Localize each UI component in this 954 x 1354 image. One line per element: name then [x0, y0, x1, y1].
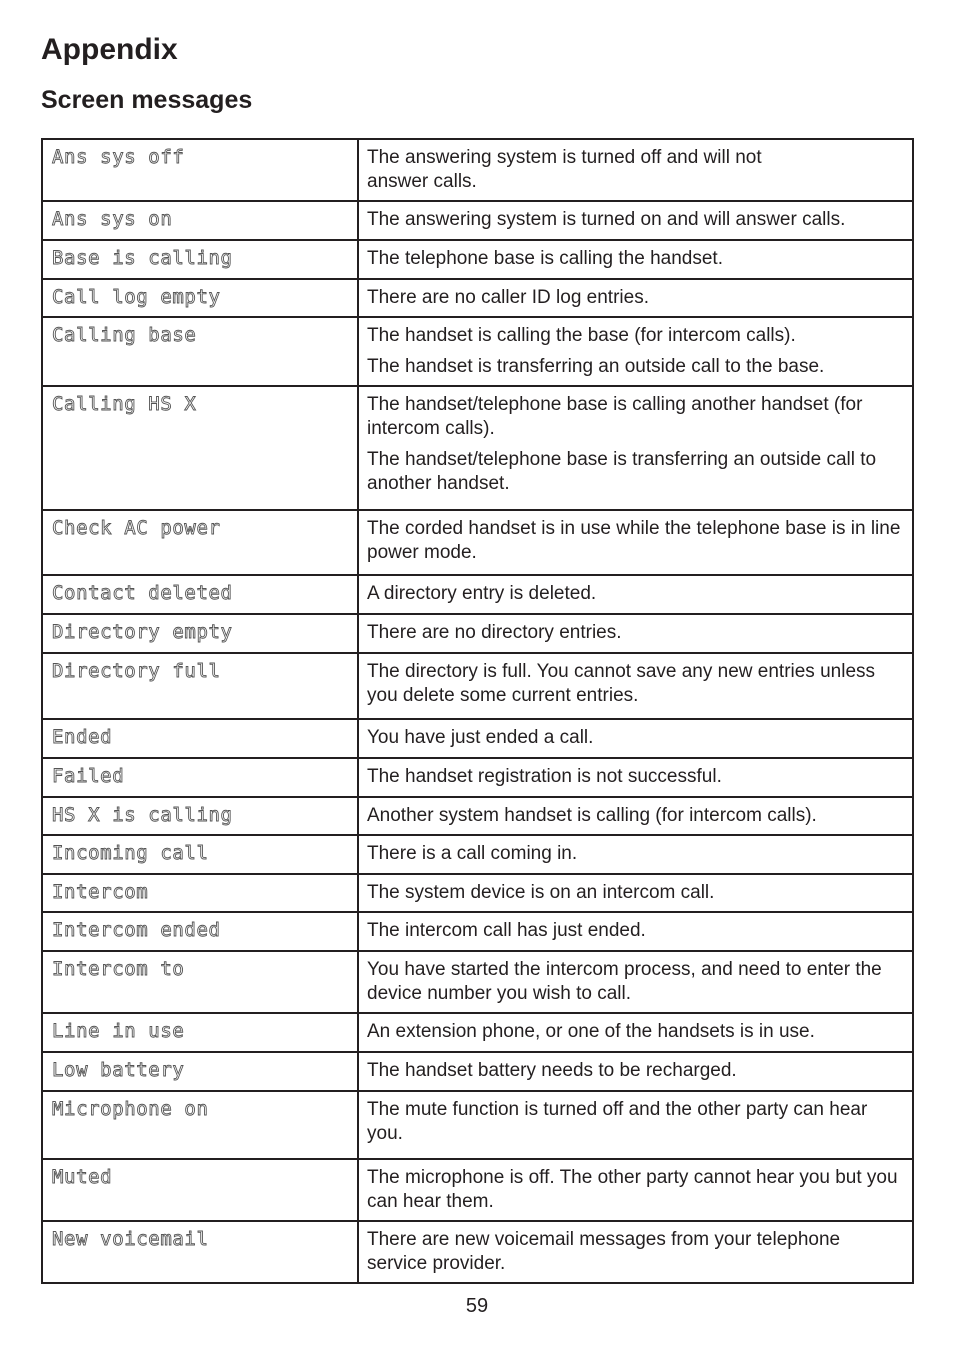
message-description	[358, 1221, 913, 1283]
description-paragraph: The microphone is off. The other party cannot hear you but you can hear them.	[367, 1167, 898, 1212]
message-description	[358, 510, 913, 575]
description-paragraph: The handset is transferring an outside call to the base.	[367, 356, 825, 377]
description-paragraph: The handset battery needs to be recharged.	[367, 1060, 737, 1081]
table-row	[42, 719, 913, 758]
description-paragraph: The answering system is turned off and will not answer calls.	[367, 147, 762, 192]
table-row	[42, 317, 913, 386]
screen-message: Call log empty	[42, 279, 358, 317]
description-paragraph: There are no caller ID log entries.	[367, 287, 649, 308]
screen-message: Incoming call	[42, 835, 358, 874]
message-description	[358, 279, 913, 317]
description-paragraph: There are no directory entries.	[367, 622, 622, 643]
screen-message: Calling HS X	[42, 386, 358, 510]
message-description	[358, 575, 913, 614]
screen-messages-table	[41, 138, 914, 1284]
table-row	[42, 951, 913, 1013]
message-description	[358, 614, 913, 653]
table-row	[42, 240, 913, 279]
description-paragraph: The handset is calling the base (for intercom calls).	[367, 325, 796, 346]
screen-message: Ended	[42, 719, 358, 758]
screen-message: Muted	[42, 1159, 358, 1221]
screen-message: Ans sys off	[42, 139, 358, 201]
screen-message: Intercom ended	[42, 912, 358, 951]
table-row	[42, 758, 913, 797]
message-description	[358, 1091, 913, 1159]
table-row	[42, 797, 913, 835]
message-description	[358, 758, 913, 797]
message-description	[358, 719, 913, 758]
description-paragraph: You have just ended a call.	[367, 727, 594, 748]
table-row	[42, 614, 913, 653]
table-row	[42, 912, 913, 951]
message-description	[358, 201, 913, 240]
table-row	[42, 510, 913, 575]
table-row	[42, 1013, 913, 1052]
message-description	[358, 1159, 913, 1221]
message-description	[358, 386, 913, 510]
table-row	[42, 1091, 913, 1159]
screen-message: Directory empty	[42, 614, 358, 653]
table-row	[42, 1159, 913, 1221]
screen-message: Calling base	[42, 317, 358, 386]
description-paragraph: The telephone base is calling the handset.	[367, 248, 723, 269]
description-paragraph: Another system handset is calling (for intercom calls).	[367, 805, 817, 826]
table-row	[42, 1221, 913, 1283]
screen-message: Contact deleted	[42, 575, 358, 614]
table-row	[42, 279, 913, 317]
screen-messages-table-body	[42, 139, 913, 1283]
description-paragraph: There is a call coming in.	[367, 843, 578, 864]
description-paragraph: A directory entry is deleted.	[367, 583, 597, 604]
subsection-title: Screen messages	[41, 86, 253, 114]
description-paragraph: There are new voicemail messages from your telephone service provider.	[367, 1229, 841, 1274]
screen-message: HS X is calling	[42, 797, 358, 835]
table-row	[42, 1052, 913, 1091]
screen-message: Line in use	[42, 1013, 358, 1052]
message-description	[358, 139, 913, 201]
screen-message: Intercom	[42, 874, 358, 912]
description-paragraph: The corded handset is in use while the telephone base is in line power mode.	[367, 518, 901, 563]
description-paragraph: The answering system is turned on and will answer calls.	[367, 209, 846, 230]
table-row	[42, 575, 913, 614]
description-paragraph: The system device is on an intercom call.	[367, 882, 715, 903]
description-paragraph: The handset registration is not successful.	[367, 766, 722, 787]
message-description	[358, 653, 913, 719]
message-description	[358, 951, 913, 1013]
message-description	[358, 874, 913, 912]
table-row	[42, 835, 913, 874]
screen-message: Directory full	[42, 653, 358, 719]
message-description	[358, 912, 913, 951]
description-paragraph: The handset/telephone base is transferring an outside call to another handset.	[367, 449, 877, 494]
screen-message: Microphone on	[42, 1091, 358, 1159]
table-row	[42, 653, 913, 719]
table-row	[42, 874, 913, 912]
screen-message: Low battery	[42, 1052, 358, 1091]
message-description	[358, 240, 913, 279]
description-paragraph: You have started the intercom process, and need to enter the device number you wish to call.	[367, 959, 882, 1004]
screen-message: Intercom to	[42, 951, 358, 1013]
description-paragraph: The mute function is turned off and the other party can hear you.	[367, 1099, 868, 1144]
message-description	[358, 1013, 913, 1052]
screen-message: Ans sys on	[42, 201, 358, 240]
table-row	[42, 386, 913, 510]
section-title: Appendix	[41, 33, 178, 66]
table-row	[42, 139, 913, 201]
screen-message: Failed	[42, 758, 358, 797]
message-description	[358, 835, 913, 874]
description-paragraph: The intercom call has just ended.	[367, 920, 646, 941]
message-description	[358, 1052, 913, 1091]
screen-message: New voicemail	[42, 1221, 358, 1283]
description-paragraph: The directory is full. You cannot save any new entries unless you delete some current entries.	[367, 661, 876, 706]
screen-message: Check AC power	[42, 510, 358, 575]
description-paragraph: The handset/telephone base is calling another handset (for intercom calls).	[367, 394, 863, 439]
screen-message: Base is calling	[42, 240, 358, 279]
page-number: 59	[465, 1295, 489, 1317]
table-row	[42, 201, 913, 240]
message-description	[358, 317, 913, 386]
message-description	[358, 797, 913, 835]
description-paragraph: An extension phone, or one of the handsets is in use.	[367, 1021, 815, 1042]
